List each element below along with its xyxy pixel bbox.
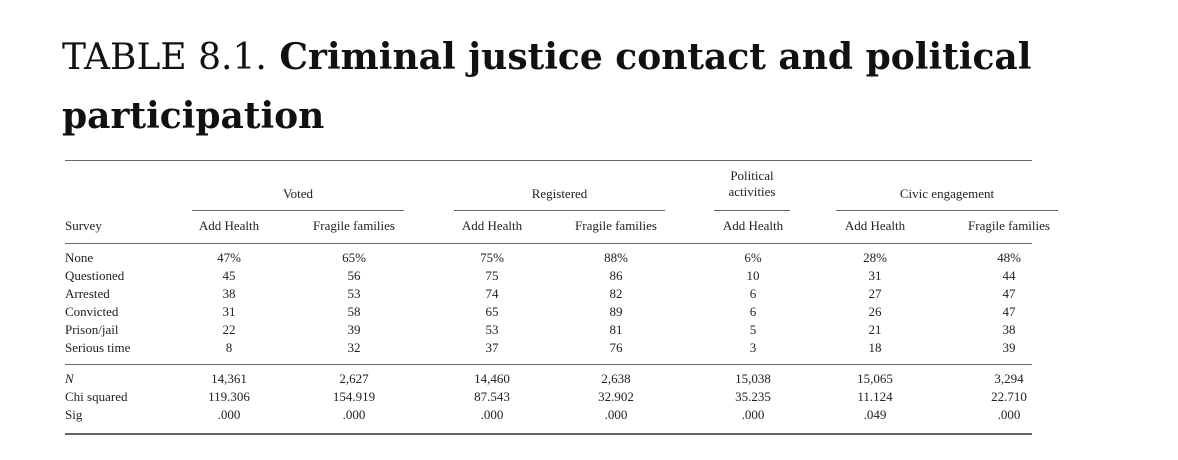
stats-rule [65,364,1032,365]
table-cell: 31 [222,304,236,319]
table-cell: 44 [1002,268,1016,283]
group-header-3: Political activities [728,168,776,199]
stat-cell: 2,627 [339,371,369,386]
table-cell: 89 [609,304,623,319]
stat-cell: 2,638 [601,371,631,386]
column-header-7: Fragile families [968,218,1050,233]
table-cell: 47% [217,250,241,265]
group-header-4: Civic engagement [899,186,995,201]
table-cell: 28% [863,250,887,265]
table-number: TABLE 8.1. [62,37,267,78]
stat-cell: .000 [217,407,241,422]
stat-cell: .000 [480,407,504,422]
table-cell: 8 [225,340,233,355]
table-cell: 32 [347,340,361,355]
group-rule-4 [836,210,1058,211]
row-label: Arrested [65,286,110,301]
table-top-rule [65,160,1032,161]
group-header-2: Registered [531,186,588,201]
stat-cell: .000 [342,407,366,422]
group-rule-3 [714,210,790,211]
table-cell: 76 [609,340,623,355]
table-cell: 75 [485,268,499,283]
table-cell: 21 [868,322,882,337]
table-cell: 47 [1002,304,1016,319]
column-header-5: Add Health [722,218,784,233]
column-header-1: Add Health [198,218,260,233]
table-cell: 65 [485,304,499,319]
table-cell: 65% [342,250,366,265]
table-cell: 38 [1002,322,1016,337]
table-cell: 38 [222,286,236,301]
table-cell: 86 [609,268,623,283]
stat-label: N [65,371,74,386]
column-header-4: Fragile families [575,218,657,233]
row-label: Prison/jail [65,322,119,337]
row-label: Convicted [65,304,119,319]
table-cell: 53 [347,286,361,301]
stat-cell: 15,038 [735,371,771,386]
table-cell: 6 [749,286,757,301]
table-cell: 58 [347,304,361,319]
stat-cell: .049 [863,407,887,422]
stat-cell: .000 [997,407,1021,422]
stat-cell: 15,065 [857,371,893,386]
table-cell: 10 [746,268,760,283]
group-rule-2 [454,210,665,211]
group-rule-1 [192,210,404,211]
table-cell: 31 [868,268,882,283]
table-cell: 39 [347,322,361,337]
stat-cell: 35.235 [735,389,771,404]
group-header-1: Voted [282,186,314,201]
table-cell: 74 [485,286,499,301]
column-header-2: Fragile families [313,218,395,233]
table-cell: 82 [609,286,623,301]
stat-cell: .000 [604,407,628,422]
stat-label: Sig [65,407,83,422]
table-cell: 75% [480,250,504,265]
table-cell: 37 [485,340,499,355]
stat-cell: 154.919 [332,389,376,404]
stat-cell: 22.710 [991,389,1027,404]
table-bottom-rule [65,433,1032,435]
stat-cell: 32.902 [598,389,634,404]
stat-cell: 119.306 [208,389,250,404]
stub-header: Survey [65,218,102,233]
table-cell: 3 [749,340,757,355]
column-header-6: Add Health [844,218,906,233]
table-cell: 48% [997,250,1021,265]
stat-label: Chi squared [65,389,128,404]
stat-cell: 14,460 [474,371,510,386]
table-cell: 6 [749,304,757,319]
table-cell: 27 [868,286,882,301]
table-cell: 88% [604,250,628,265]
stat-cell: .000 [741,407,765,422]
table-cell: 45 [222,268,236,283]
stat-cell: 14,361 [211,371,247,386]
table-cell: 26 [868,304,882,319]
stat-cell: 11.124 [857,389,893,404]
table-cell: 39 [1002,340,1016,355]
row-label: Serious time [65,340,131,355]
table-cell: 81 [609,322,623,337]
table-cell: 5 [749,322,757,337]
header-rule [65,243,1032,244]
stat-cell: 87.543 [474,389,510,404]
row-label: None [65,250,94,265]
table-cell: 56 [347,268,361,283]
column-header-3: Add Health [461,218,523,233]
table-cell: 6% [744,250,762,265]
table-cell: 53 [485,322,499,337]
table-cell: 22 [222,322,236,337]
stat-cell: 3,294 [994,371,1024,386]
row-label: Questioned [65,268,125,283]
table-cell: 47 [1002,286,1016,301]
table-cell: 18 [868,340,882,355]
table-heading: Criminal justice contact and political participation [62,36,1032,137]
